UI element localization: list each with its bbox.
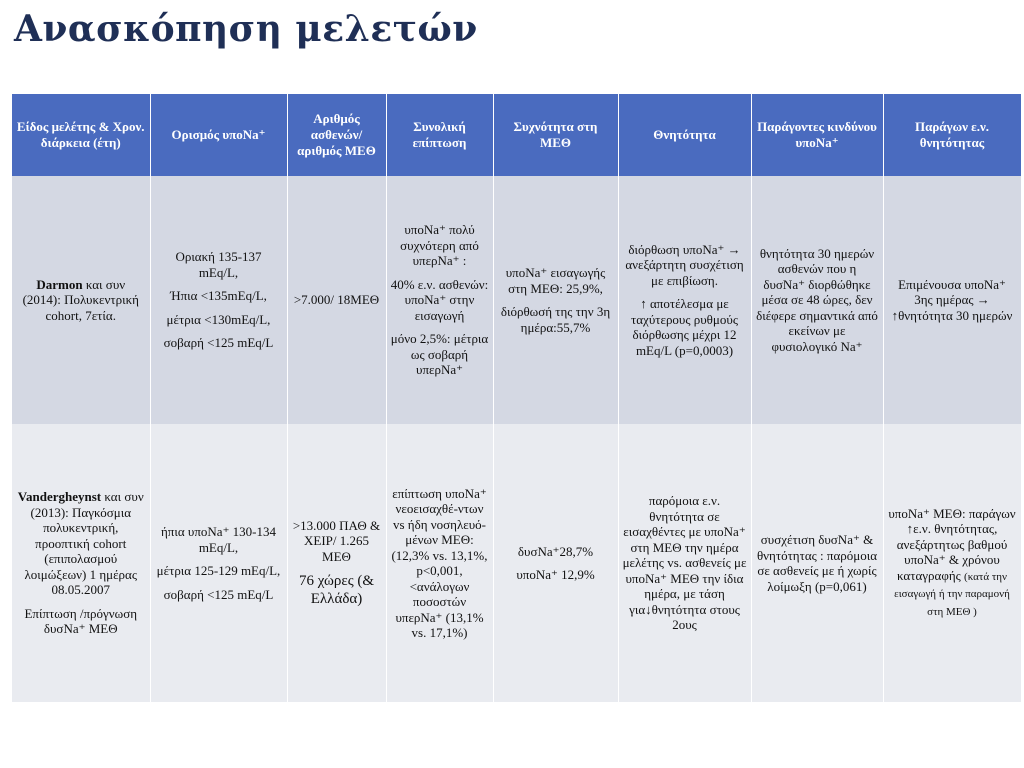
mortality-cell (618, 176, 751, 424)
definition-line: μέτρια <130mEq/L, (166, 311, 271, 327)
studies-review-table (12, 94, 1022, 702)
incidence-line: υποNa⁺ πολύ συχνότερη από υπερNa⁺ : (400, 222, 479, 269)
study-description: και συν (2013): Παγκόσμια πολυκεντρική, προοπτική cohort (επιπολασμού λοιμώξεων) 1 ημέρας 08.05.2007 (24, 489, 144, 598)
header-definition: Ορισμός υποNa⁺ (150, 94, 287, 176)
frequency-line: δυσNa⁺28,7% (517, 543, 594, 559)
patients-countries: 76 χώρες (& Ελλάδα) (298, 573, 375, 608)
definition-line: Ήπια <135mEq/L, (170, 288, 267, 304)
patients-cell (287, 176, 386, 424)
study-extra: Επίπτωση /πρόγνωση δυσNa⁺ ΜΕΘ (24, 605, 138, 637)
study-type-cell (12, 176, 150, 424)
header-icu-frequency: Συχνότητα στη ΜΕΘ (493, 94, 618, 176)
header-mortality-factor: Παράγων ε.ν. θνητότητας (883, 94, 1021, 176)
table-row (12, 176, 1021, 424)
header-study-type: Είδος μελέτης & Χρον. διάρκεια (έτη) (12, 94, 150, 176)
risk-factors-text: συσχέτιση δυσNa⁺ & θνητότητας : παρόμοια σε ασθενείς με ή χωρίς λοίμωξη (p=0,061) (756, 532, 878, 594)
table-header-row (12, 94, 1021, 176)
definition-cell (150, 176, 287, 424)
mortality-factor-text: Επιμένουσα υποNa⁺ 3ης ημέρας → ↑θνητότητα 30 ημερών (891, 276, 1013, 323)
risk-factors-text: θνητότητα 30 ημερών ασθενών που η δυσNa⁺ διορθώθηκε μέσα σε 48 ώρες, δεν διέφερε σημαντικά από εκείνων με φυσιολογικό Na⁺ (756, 245, 878, 354)
patients-value: >7.000/ 18ΜΕΘ (293, 292, 380, 308)
header-patients: Αριθμός ασθενών/ αριθμός ΜΕΘ (287, 94, 386, 176)
incidence-cell (386, 424, 493, 702)
incidence-line: μόνο 2,5%: μέτρια ως σοβαρή υπερNa⁺ (390, 331, 489, 378)
frequency-line: υποNa⁺ εισαγωγής στη ΜΕΘ: 25,9%, (505, 265, 606, 296)
patients-value: >13.000 ΠΑΘ & ΧΕΙΡ/ 1.265 ΜΕΘ (292, 517, 381, 564)
mortality-line: ↑ αποτέλεσμα με ταχύτερους ρυθμούς διόρθωσης μέχρι 12 mEq/L (p=0,0003) (631, 296, 738, 358)
study-type-cell (12, 424, 150, 702)
study-author: Darmon (36, 276, 83, 292)
icu-frequency-cell (493, 424, 618, 702)
risk-factors-cell (751, 424, 883, 702)
definition-line: Οριακή 135-137 mEq/L, (175, 249, 262, 280)
slide-title: Ανασκόπηση μελετών (14, 8, 478, 50)
mortality-factor-text: υποNa⁺ ΜΕΘ: παράγων ↑ε.ν. θνητότητας, ανεξάρτητως βαθμού υποNa⁺ & χρόνου καταγραφής (888, 505, 1016, 583)
mortality-cell (618, 424, 751, 702)
definition-cell (150, 424, 287, 702)
icu-frequency-cell (493, 176, 618, 424)
header-risk-factors: Παράγοντες κινδύνου υποNa⁺ (751, 94, 883, 176)
incidence-cell (386, 176, 493, 424)
table-row (12, 424, 1021, 702)
mortality-factor-cell (883, 424, 1021, 702)
incidence-line: επίπτωση υποNa⁺ νεοεισαχθέ-ντων vs ήδη νοσηλευό-μένων ΜΕΘ: (12,3% vs. 13,1%, p<0,001, <ανάλογων ποσοστών υπερNa⁺ (13,1% vs. 17,1%) (391, 485, 488, 640)
patients-cell (287, 424, 386, 702)
definition-line: μέτρια 125-129 mEq/L, (156, 563, 281, 578)
study-author: Vandergheynst (17, 489, 102, 505)
mortality-line: διόρθωση υποNa⁺ → ανεξάρτητη συσχέτιση με επιβίωση. (625, 241, 744, 288)
mortality-line: παρόμοια ε.ν. θνητότητα σε εισαχθέντες με υποNa⁺ στη ΜΕΘ την ημέρα μελέτης vs. ασθενείς με υποNa⁺ ΜΕΘ την ίδια ημέρα, με τάση για↓θνητότητα στους 2ους (622, 493, 747, 633)
mortality-factor-note: (κατά την εισαγωγή ή την παραμονή στη ΜΕΘ ) (894, 570, 1010, 618)
header-incidence: Συνολική επίπτωση (386, 94, 493, 176)
risk-factors-cell (751, 176, 883, 424)
definition-line: σοβαρή <125 mEq/L (163, 335, 274, 351)
incidence-line: 40% ε.ν. ασθενών: υποNa⁺ στην εισαγωγή (390, 276, 489, 323)
definition-line: σοβαρή <125 mEq/L (163, 586, 274, 602)
frequency-line: διόρθωσή της την 3η ημέρα:55,7% (500, 304, 611, 335)
definition-line: ήπια υποNa⁺ 130-134 mEq/L, (160, 524, 277, 555)
header-mortality: Θνητότητα (618, 94, 751, 176)
frequency-line: υποNa⁺ 12,9% (516, 567, 595, 582)
study-description: και συν (2014): Πολυκεντρική cohort, 7ετία. (22, 276, 139, 323)
mortality-factor-cell (883, 176, 1021, 424)
